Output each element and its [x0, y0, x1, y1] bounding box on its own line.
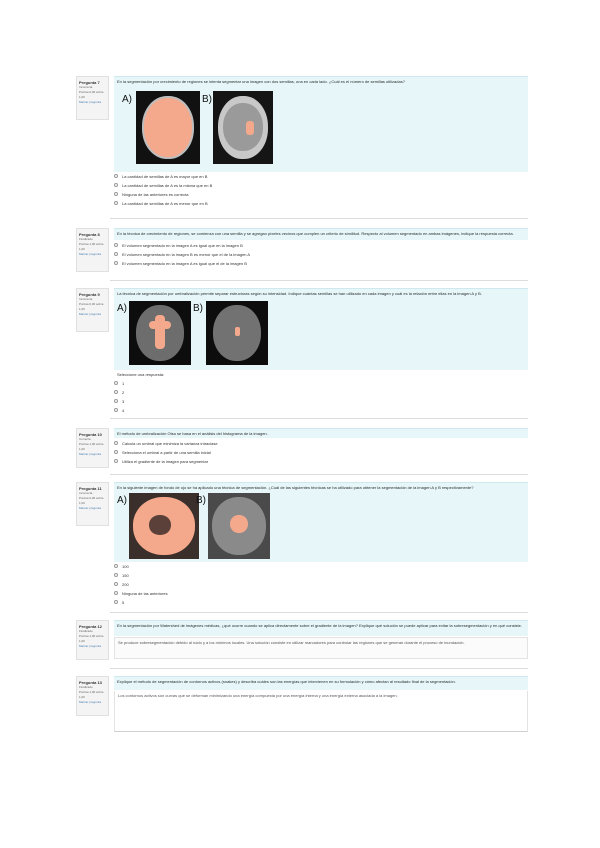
option[interactable]: El volumen segmentado en la imagen A es igual que el de la imagen B: [114, 259, 528, 268]
brain-image-b: [206, 301, 268, 365]
question-number: Pregunta 10: [79, 432, 102, 437]
answer-options: [114, 562, 528, 607]
answer-options: [114, 370, 528, 415]
answer-options: [114, 241, 528, 268]
question-info: [76, 676, 109, 716]
question-status: Finalizado: [79, 237, 93, 241]
flag-question-link[interactable]: Marcar pregunta: [79, 100, 102, 104]
question-11: [76, 482, 528, 610]
radio-icon[interactable]: [114, 174, 118, 178]
option[interactable]: 200: [114, 580, 528, 589]
answer-text: Se produce sobresegmentación debido al ruido y a los mínimos locales. Una solución consiste en utilizar marcadores para controlar las regiones que se generan durante el proceso de inundación.: [118, 640, 465, 645]
question-info: [76, 76, 109, 120]
question-text: En la segmentación por Watershed de imágenes médicas, ¿qué ocurre cuando se aplica directamente sobre el gradiente de la imagen? Explique qué solución se puede aplicar para evitar la sobresegmentación y en qué consiste.: [117, 623, 522, 628]
divider: [110, 668, 528, 669]
question-text-area: [114, 676, 528, 690]
question-9: [76, 288, 528, 416]
option[interactable]: 2: [114, 388, 528, 397]
question-12: [76, 620, 528, 668]
question-text-area: [114, 288, 528, 370]
image-label-a: A): [122, 94, 132, 105]
image-label-a: A): [117, 303, 127, 314]
radio-icon[interactable]: [114, 573, 118, 577]
flag-question-link[interactable]: Marcar pregunta: [79, 312, 102, 316]
radio-icon[interactable]: [114, 183, 118, 187]
option[interactable]: Selecciona el umbral a partir de una semilla inicial: [114, 448, 528, 457]
divider: [110, 474, 528, 475]
answer-options: [114, 172, 528, 208]
divider: [110, 280, 528, 281]
answer-text: Los contornos activos son curvas que se deforman minimizando una energía compuesta por una energía interna y una energía externa asociada a la imagen.: [118, 693, 398, 698]
radio-icon[interactable]: [114, 450, 118, 454]
question-score: Puntúa 1,00 sobre 1,00: [79, 442, 104, 451]
question-text-area: [114, 482, 528, 562]
option[interactable]: 4: [114, 406, 528, 415]
image-label-b: B): [193, 303, 203, 314]
divider: [110, 218, 528, 219]
question-text-area: [114, 228, 528, 240]
divider: [110, 612, 528, 613]
option[interactable]: 3: [114, 397, 528, 406]
flag-question-link[interactable]: Marcar pregunta: [79, 700, 102, 704]
flag-question-link[interactable]: Marcar pregunta: [79, 252, 102, 256]
radio-icon[interactable]: [114, 252, 118, 256]
radio-icon[interactable]: [114, 459, 118, 463]
option[interactable]: La cantidad de semillas de A es la misma que en B: [114, 181, 528, 190]
radio-icon[interactable]: [114, 441, 118, 445]
question-number: Pregunta 7: [79, 80, 100, 85]
radio-icon[interactable]: [114, 600, 118, 604]
question-score: Puntúa 0,00 sobre 1,00: [79, 496, 104, 505]
question-10: [76, 428, 528, 472]
option[interactable]: Utiliza el gradiente de la imagen para segmentar: [114, 457, 528, 466]
brain-image-b: [213, 91, 273, 164]
radio-icon[interactable]: [114, 390, 118, 394]
option[interactable]: La cantidad de semillas de A es menor que en B: [114, 199, 528, 208]
radio-icon[interactable]: [114, 591, 118, 595]
option[interactable]: Ninguna de las anteriores es correcta: [114, 190, 528, 199]
question-score: Puntúa 0,00 sobre 1,00: [79, 302, 104, 311]
question-text: La técnica de segmentación por umbralización permite separar estructuras según su intensidad. Indique cuántas semillas se han utilizado en cada imagen y cuál es la relación entre ellas en la imagen A y B.: [117, 291, 482, 296]
answer-prompt: Seleccione una respuesta:: [117, 372, 165, 377]
answer-text-area[interactable]: [114, 691, 528, 732]
option[interactable]: El volumen segmentado en la imagen A es igual que en la imagen B: [114, 241, 528, 250]
question-8: [76, 228, 528, 278]
question-status: Incorrecta: [79, 491, 93, 495]
question-7: [76, 76, 528, 218]
radio-icon[interactable]: [114, 408, 118, 412]
question-status: Incorrecta: [79, 85, 93, 89]
question-info: [76, 288, 109, 332]
question-number: Pregunta 8: [79, 232, 100, 237]
image-label-b: B): [202, 94, 212, 105]
question-number: Pregunta 9: [79, 292, 100, 297]
option[interactable]: El volumen segmentado en la imagen B es menor que el de la imagen A: [114, 250, 528, 259]
question-status: Finalizado: [79, 629, 93, 633]
answer-text-area[interactable]: [114, 637, 528, 659]
question-text: En la técnica de crecimiento de regiones, se comienza con una semilla y se agregan píxeles vecinos que cumplen un criterio de similitud. Respecto al volumen segmentado en ambas imágenes, indique la respuesta correcta.: [117, 231, 514, 236]
radio-icon[interactable]: [114, 381, 118, 385]
question-text: Explique el método de segmentación de contornos activos (snakes) y describa cuáles son las energías que intervienen en su formulación y cómo afectan al resultado final de la segmentación.: [117, 679, 456, 684]
image-label-b: B): [196, 495, 206, 506]
question-score: Puntúa 1,00 sobre 1,00: [79, 242, 104, 251]
question-info: [76, 228, 109, 272]
question-score: Puntúa 0,00 sobre 1,00: [79, 90, 104, 99]
question-info: [76, 482, 109, 526]
radio-icon[interactable]: [114, 201, 118, 205]
question-text: En la segmentación por crecimiento de regiones se intenta segmentar una imagen con dos semillas, una en cada lado. ¿Cuál es el número de semillas utilizadas?: [117, 79, 405, 84]
question-text-area: [114, 620, 528, 636]
radio-icon[interactable]: [114, 582, 118, 586]
question-13: [76, 676, 528, 732]
option[interactable]: La cantidad de semillas de A es mayor que en B: [114, 172, 528, 181]
question-info: [76, 620, 109, 660]
flag-question-link[interactable]: Marcar pregunta: [79, 452, 102, 456]
option[interactable]: 1: [114, 379, 528, 388]
option[interactable]: 100: [114, 562, 528, 571]
radio-icon[interactable]: [114, 192, 118, 196]
question-text-area: [114, 76, 528, 172]
option[interactable]: 5: [114, 598, 528, 607]
divider: [110, 418, 528, 419]
question-score: Puntúa 1,00 sobre 1,00: [79, 634, 104, 643]
question-score: Puntúa 1,00 sobre 1,00: [79, 690, 104, 699]
flag-question-link[interactable]: Marcar pregunta: [79, 506, 102, 510]
option[interactable]: Calcula un umbral que minimiza la varianza intraclase: [114, 439, 528, 448]
fundus-image-a: [129, 493, 199, 559]
brain-image-a: [129, 301, 191, 365]
option[interactable]: Ninguna de las anteriores: [114, 589, 528, 598]
flag-question-link[interactable]: Marcar pregunta: [79, 644, 102, 648]
fundus-image-b: [208, 493, 270, 559]
option[interactable]: 150: [114, 571, 528, 580]
radio-icon[interactable]: [114, 243, 118, 247]
question-info: [76, 428, 109, 468]
question-status: Finalizado: [79, 685, 93, 689]
question-number: Pregunta 11: [79, 486, 102, 491]
question-number: Pregunta 12: [79, 624, 102, 629]
radio-icon[interactable]: [114, 399, 118, 403]
question-text: En la siguiente imagen de fondo de ojo se ha aplicado una técnica de segmentación. ¿Cuál de las siguientes técnicas se ha utilizado para obtener la segmentación de la imagen A y B respectivamente?: [117, 485, 474, 490]
answer-options: [114, 439, 528, 466]
image-label-a: A): [117, 495, 127, 506]
question-status: Incorrecta: [79, 297, 93, 301]
question-number: Pregunta 13: [79, 680, 102, 685]
brain-image-a: [136, 91, 200, 164]
question-text: El método de umbralización Otsu se basa en el análisis del histograma de la imagen.: [117, 431, 268, 436]
radio-icon[interactable]: [114, 564, 118, 568]
question-status: Correcta: [79, 437, 91, 441]
question-text-area: [114, 428, 528, 438]
radio-icon[interactable]: [114, 261, 118, 265]
